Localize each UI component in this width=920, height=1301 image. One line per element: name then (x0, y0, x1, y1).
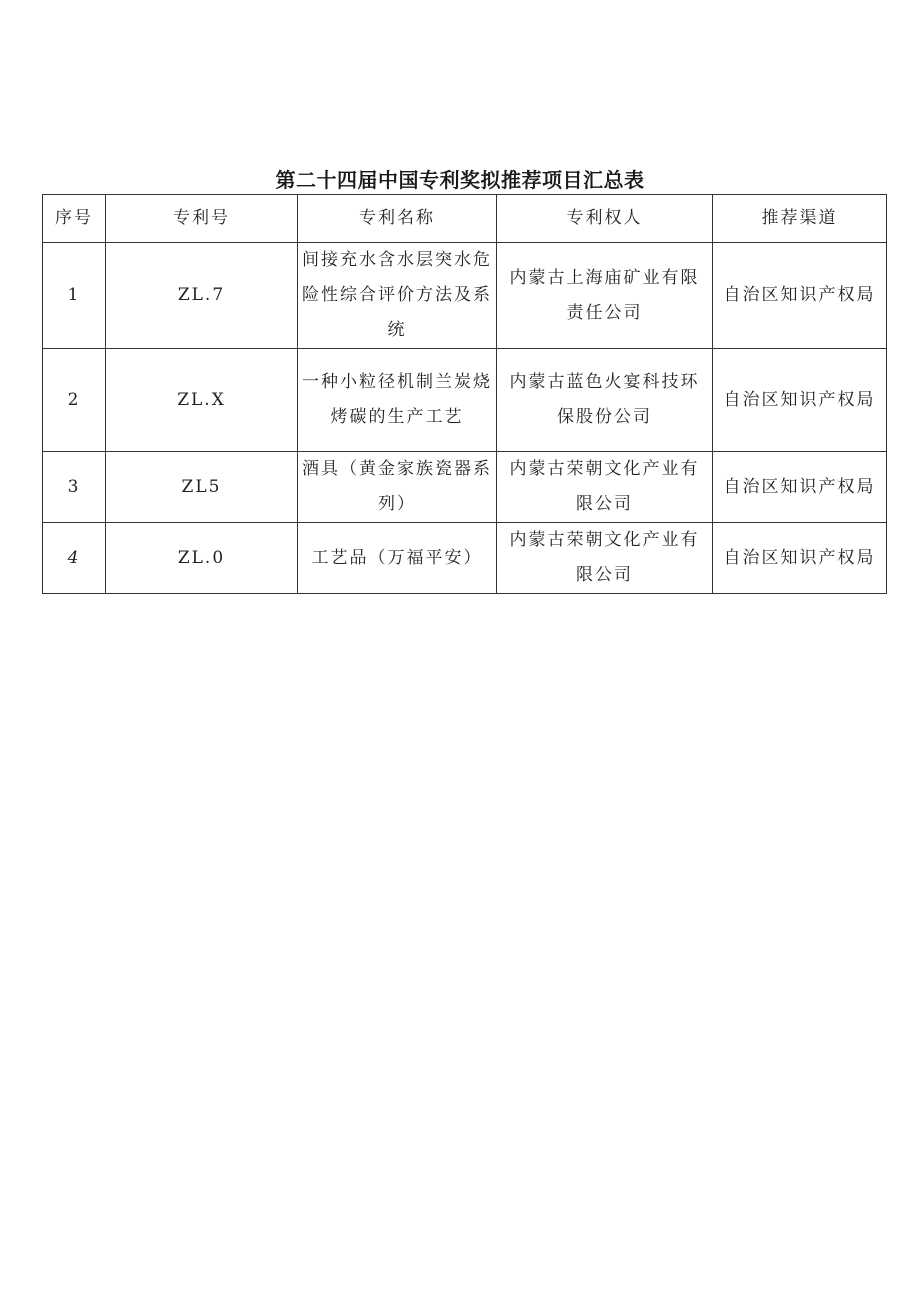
cell-patent-no: ZL.0 (106, 523, 298, 594)
cell-channel: 自治区知识产权局 (713, 243, 887, 349)
column-header-channel: 推荐渠道 (713, 195, 887, 243)
column-header-holder: 专利权人 (497, 195, 713, 243)
cell-holder: 内蒙古蓝色火宴科技环保股份公司 (497, 349, 713, 452)
cell-patent-name: 间接充水含水层突水危险性综合评价方法及系统 (298, 243, 497, 349)
cell-holder: 内蒙古荣朝文化产业有限公司 (497, 523, 713, 594)
cell-patent-no: ZL5 (106, 452, 298, 523)
patent-summary-table (42, 194, 887, 594)
cell-patent-no: ZL.7 (106, 243, 298, 349)
cell-holder: 内蒙古上海庙矿业有限责任公司 (497, 243, 713, 349)
table-header-row (43, 195, 887, 243)
cell-patent-name: 工艺品（万福平安） (298, 523, 497, 594)
cell-channel: 自治区知识产权局 (713, 523, 887, 594)
column-header-patent-no: 专利号 (106, 195, 298, 243)
table-row (43, 523, 887, 594)
cell-channel: 自治区知识产权局 (713, 452, 887, 523)
cell-channel: 自治区知识产权局 (713, 349, 887, 452)
cell-patent-name: 一种小粒径机制兰炭烧烤碳的生产工艺 (298, 349, 497, 452)
cell-index: 3 (43, 452, 106, 523)
cell-patent-name: 酒具（黄金家族瓷器系列） (298, 452, 497, 523)
table-row (43, 452, 887, 523)
table-row (43, 349, 887, 452)
column-header-patent-name: 专利名称 (298, 195, 497, 243)
cell-index: 1 (43, 243, 106, 349)
table-title: 第二十四届中国专利奖拟推荐项目汇总表 (275, 168, 645, 192)
cell-patent-no: ZL.X (106, 349, 298, 452)
cell-index: 2 (43, 349, 106, 452)
column-header-index: 序号 (43, 195, 106, 243)
table-row (43, 243, 887, 349)
cell-index: 4 (43, 523, 106, 594)
cell-holder: 内蒙古荣朝文化产业有限公司 (497, 452, 713, 523)
